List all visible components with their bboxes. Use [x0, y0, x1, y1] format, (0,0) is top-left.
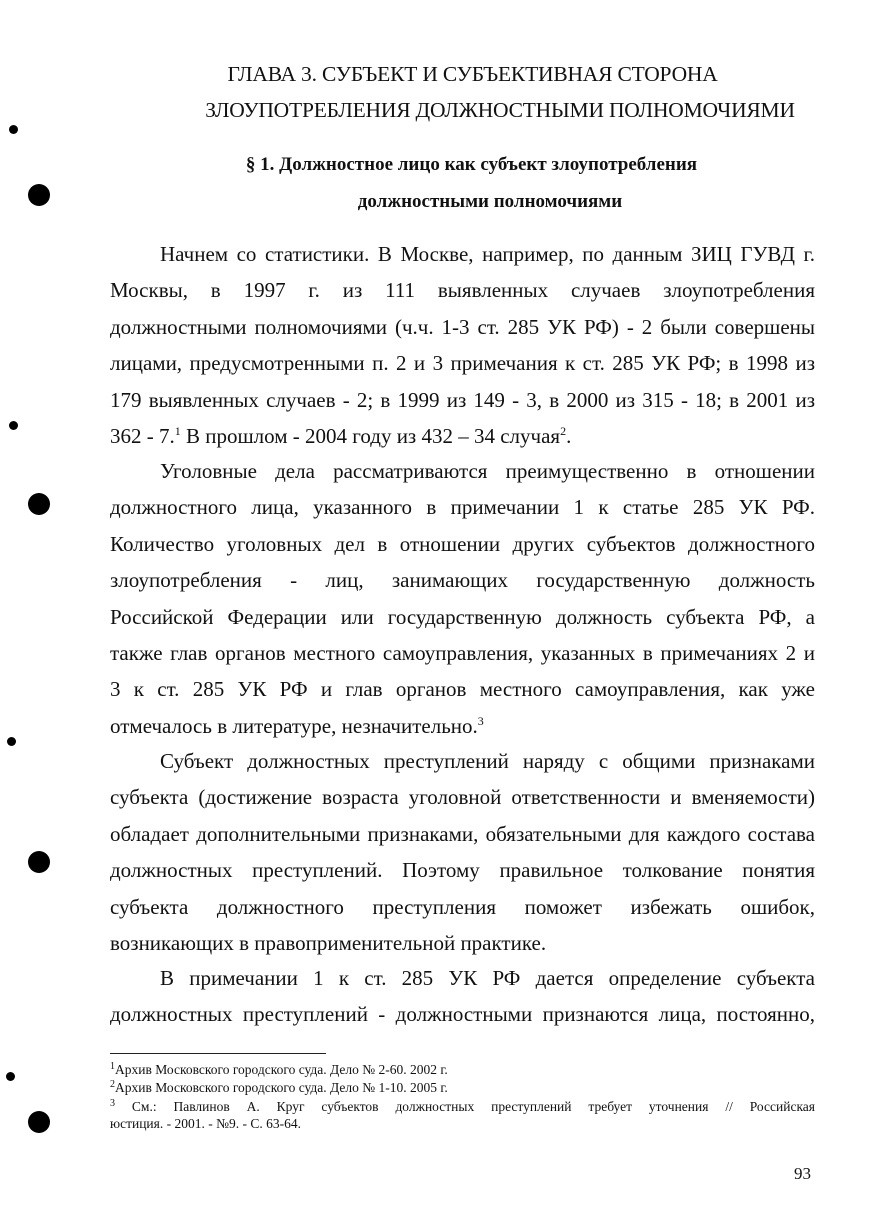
- binding-hole: [9, 125, 18, 134]
- text-line: 179 выявленных случаев - 2; в 1999 из 149 - 3, в 2000 из 315 - 18; в 2001 из: [110, 387, 815, 412]
- text-line: лицами, предусмотренными п. 2 и 3 примечания к ст. 285 УК РФ; в 1998 из: [110, 351, 815, 376]
- footnote-number: 3: [110, 1098, 115, 1109]
- footnote-3: [110, 1099, 815, 1132]
- text-fragment: отмечалось в литературе, незначительно.: [110, 713, 478, 738]
- text-line: Уголовные дела рассматриваются преимущественно в отношении: [160, 459, 815, 483]
- section-title: [110, 146, 815, 220]
- page-number: 93: [794, 1164, 811, 1183]
- paragraph-1: [110, 236, 815, 454]
- text-line: Количество уголовных дел в отношении других субъектов должностного: [110, 531, 815, 556]
- chapter-title-line: ГЛАВА 3. СУБЪЕКТ И СУБЪЕКТИВНАЯ СТОРОНА: [227, 62, 718, 86]
- footnote-ref[interactable]: 1: [174, 424, 181, 439]
- section-title-line: § 1. Должностное лицо как субъект злоупотребления: [245, 154, 698, 175]
- text-line: Субъект должностных преступлений наряду с общими признаками: [160, 749, 815, 773]
- text-line: Начнем со статистики. В Москве, например, по данным ЗИЦ ГУВД г.: [160, 242, 815, 266]
- footnote-separator: [110, 1053, 326, 1054]
- text-line: Российской Федерации или государственную должность субъекта РФ, а: [110, 604, 815, 629]
- text-line: [110, 418, 815, 454]
- text-line: злоупотребления - лиц, занимающих государственную должность: [110, 568, 815, 593]
- paragraph-2: [110, 453, 815, 744]
- binding-hole: [28, 851, 50, 873]
- text-line: субъекта должностного преступления поможет избежать ошибок,: [110, 894, 815, 919]
- footnote-number: 1: [110, 1061, 115, 1072]
- text-fragment: .: [566, 424, 572, 449]
- footnote-text: Архив Московского городского суда. Дело № 2-60. 2002 г.: [115, 1062, 448, 1077]
- binding-hole: [7, 737, 16, 746]
- binding-hole: [6, 1072, 15, 1081]
- text-line: возникающих в правоприменительной практике.: [110, 931, 547, 956]
- text-line: должностных преступлений - должностными признаются лица, постоянно,: [110, 1002, 815, 1027]
- footnote-number: 2: [110, 1079, 115, 1090]
- text-line: должностного лица, указанного в примечании 1 к статье 285 УК РФ.: [110, 495, 815, 520]
- text-line: [110, 708, 815, 744]
- text-line: Москвы, в 1997 г. из 111 выявленных случаев злоупотребления: [110, 278, 815, 303]
- footnote-text: См.: Павлинов А. Круг субъектов должностных преступлений требует уточнения // Российская: [131, 1099, 816, 1114]
- footnote-1: [110, 1062, 815, 1079]
- footnote-ref[interactable]: 3: [477, 713, 484, 728]
- binding-hole: [28, 493, 50, 515]
- paragraph-3: [110, 743, 815, 961]
- text-line: В примечании 1 к ст. 285 УК РФ дается определение субъекта: [160, 966, 815, 990]
- text-line: должностных преступлений. Поэтому правильное толкование понятия: [110, 858, 815, 883]
- binding-hole: [28, 184, 50, 206]
- chapter-title-line: ЗЛОУПОТРЕБЛЕНИЯ ДОЛЖНОСТНЫМИ ПОЛНОМОЧИЯМИ: [205, 98, 795, 122]
- footnote-line: [110, 1099, 815, 1116]
- footnote-2: [110, 1080, 815, 1097]
- binding-hole: [28, 1111, 50, 1133]
- text-fragment: В прошлом - 2004 году из 432 – 34 случая: [180, 424, 561, 449]
- paragraph-4: [110, 960, 815, 1033]
- text-line: также глав органов местного самоуправления, указанных в примечаниях 2 и: [110, 641, 815, 666]
- footnote-ref[interactable]: 2: [560, 424, 567, 439]
- binding-hole: [9, 421, 18, 430]
- text-line: 3 к ст. 285 УК РФ и глав органов местного самоуправления, как уже: [110, 677, 815, 702]
- text-fragment: 362 - 7.: [110, 424, 175, 449]
- footnote-text: юстиция. - 2001. - №9. - С. 63-64.: [110, 1115, 301, 1131]
- text-line: должностными полномочиями (ч.ч. 1-3 ст. 285 УК РФ) - 2 были совершены: [110, 314, 815, 339]
- section-title-line: должностными полномочиями: [357, 191, 623, 212]
- text-line: субъекта (достижение возраста уголовной ответственности и вменяемости): [110, 785, 815, 810]
- footnote-text: Архив Московского городского суда. Дело № 1-10. 2005 г.: [115, 1080, 448, 1095]
- chapter-title: [110, 56, 815, 128]
- text-line: обладает дополнительными признаками, обязательными для каждого состава: [110, 821, 815, 846]
